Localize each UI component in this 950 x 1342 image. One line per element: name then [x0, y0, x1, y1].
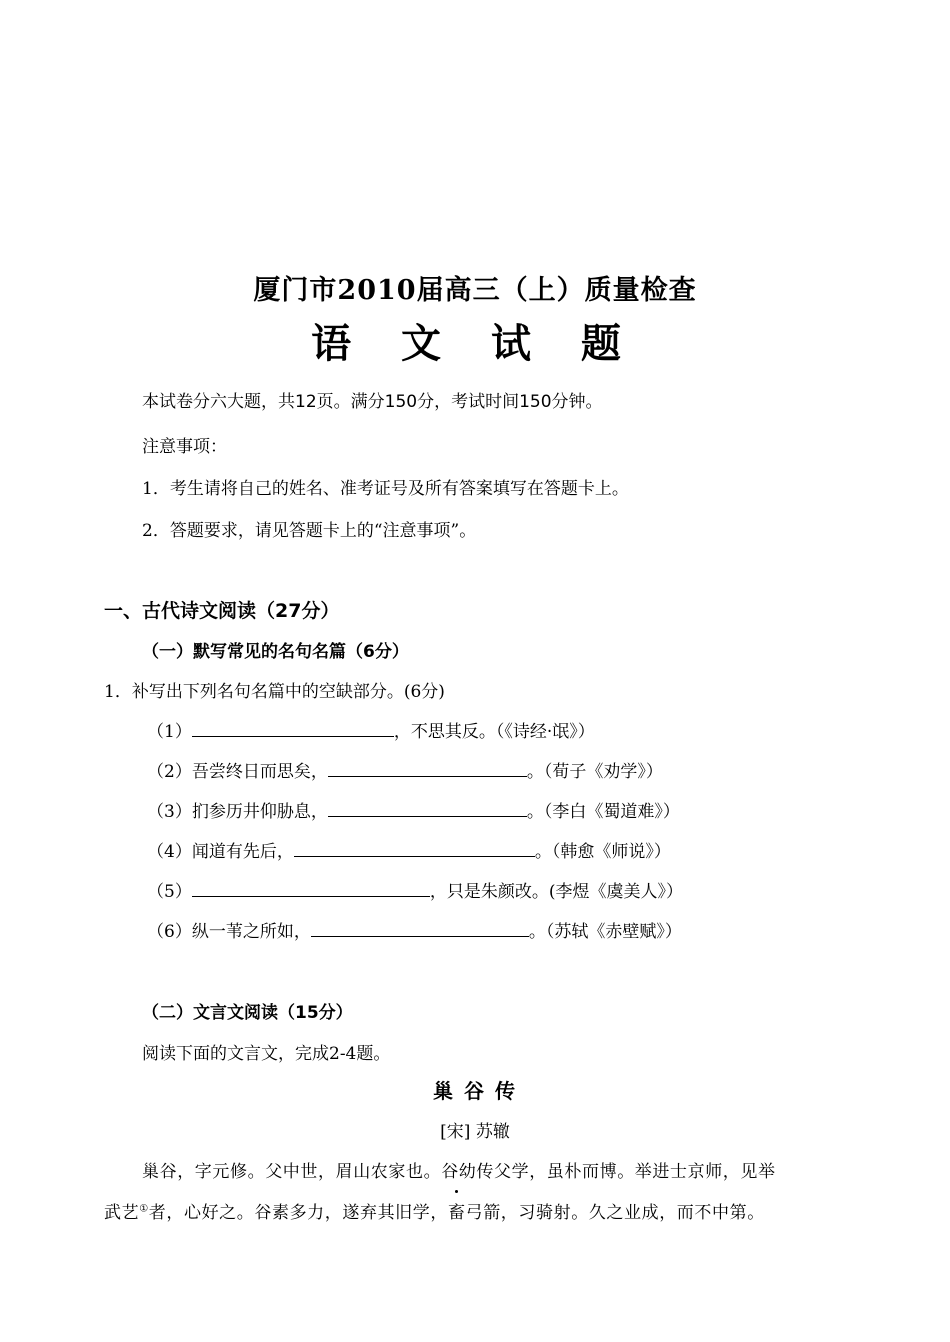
part-heading-2: （二）文言文阅读（15分）: [142, 1003, 353, 1023]
question-item: [147, 797, 680, 822]
item-suffix: 。（苏轼《赤壁赋》）: [528, 922, 682, 942]
answer-blank[interactable]: [192, 882, 430, 897]
item-suffix: ，只是朱颜改。(李煜《虞美人》）: [429, 882, 683, 902]
item-suffix: 。（韩愈《师说》）: [534, 842, 671, 862]
item-prefix: （1）: [147, 722, 192, 742]
part-heading-1: （一）默写常见的名句名篇（6分）: [142, 642, 409, 662]
notice-heading: 注意事项：: [142, 437, 227, 457]
passage-text: 弓箭，习骑射。久之业成，而不中第。: [465, 1203, 765, 1223]
passage-author: [宋] 苏辙: [440, 1122, 510, 1142]
emphasis-dot-char: 畜: [448, 1198, 466, 1223]
question-item: [147, 837, 671, 862]
notice-item-1: 1．考生请将自己的姓名、准考证号及所有答案填写在答题卡上。: [142, 479, 629, 499]
section-heading: 一、古代诗文阅读（27分）: [104, 600, 340, 622]
item-prefix: （5）: [147, 882, 192, 902]
question-item: [147, 877, 683, 902]
item-prefix: （3）扪参历井仰胁息，: [147, 802, 328, 822]
passage-text: 武艺: [104, 1203, 140, 1223]
question-item: [147, 717, 595, 742]
exam-title: 厦门市2010届高三（上）质量检查: [253, 275, 697, 306]
answer-blank[interactable]: [328, 762, 527, 777]
question-item: [147, 917, 682, 942]
subject-title: 语 文 试 题: [311, 320, 639, 367]
answer-blank[interactable]: [328, 802, 527, 817]
answer-blank[interactable]: [311, 922, 529, 937]
item-prefix: （4）闻道有先后，: [147, 842, 294, 862]
footnote-marker[interactable]: ①: [139, 1203, 149, 1215]
notice-item-2: 2．答题要求，请见答题卡上的“注意事项”。: [142, 521, 477, 541]
question-1-stem: 1．补写出下列名句名篇中的空缺部分。(6分): [104, 682, 445, 702]
passage-line: 巢谷，字元修。父中世，眉山农家也。谷幼传父学，虽朴而博。举进士京师，见举: [142, 1162, 776, 1182]
item-prefix: （2）吾尝终日而思矣，: [147, 762, 328, 782]
passage-title: 巢 谷 传: [433, 1079, 517, 1103]
item-suffix: ，不思其反。（《诗经·氓》）: [393, 722, 595, 742]
exam-summary: 本试卷分六大题，共12页。满分150分，考试时间150分钟。: [142, 392, 603, 412]
question-item: [147, 757, 663, 782]
item-suffix: 。（李白《蜀道难》）: [526, 802, 680, 822]
item-suffix: 。（荀子《劝学》）: [526, 762, 663, 782]
passage-text: 者，心好之。谷素多力，遂弃其旧学，: [148, 1203, 448, 1223]
answer-blank[interactable]: [192, 722, 394, 737]
item-prefix: （6）纵一苇之所如，: [147, 922, 311, 942]
answer-blank[interactable]: [294, 842, 535, 857]
passage-line: [104, 1198, 765, 1223]
reading-instruction: 阅读下面的文言文，完成2-4题。: [142, 1044, 391, 1064]
